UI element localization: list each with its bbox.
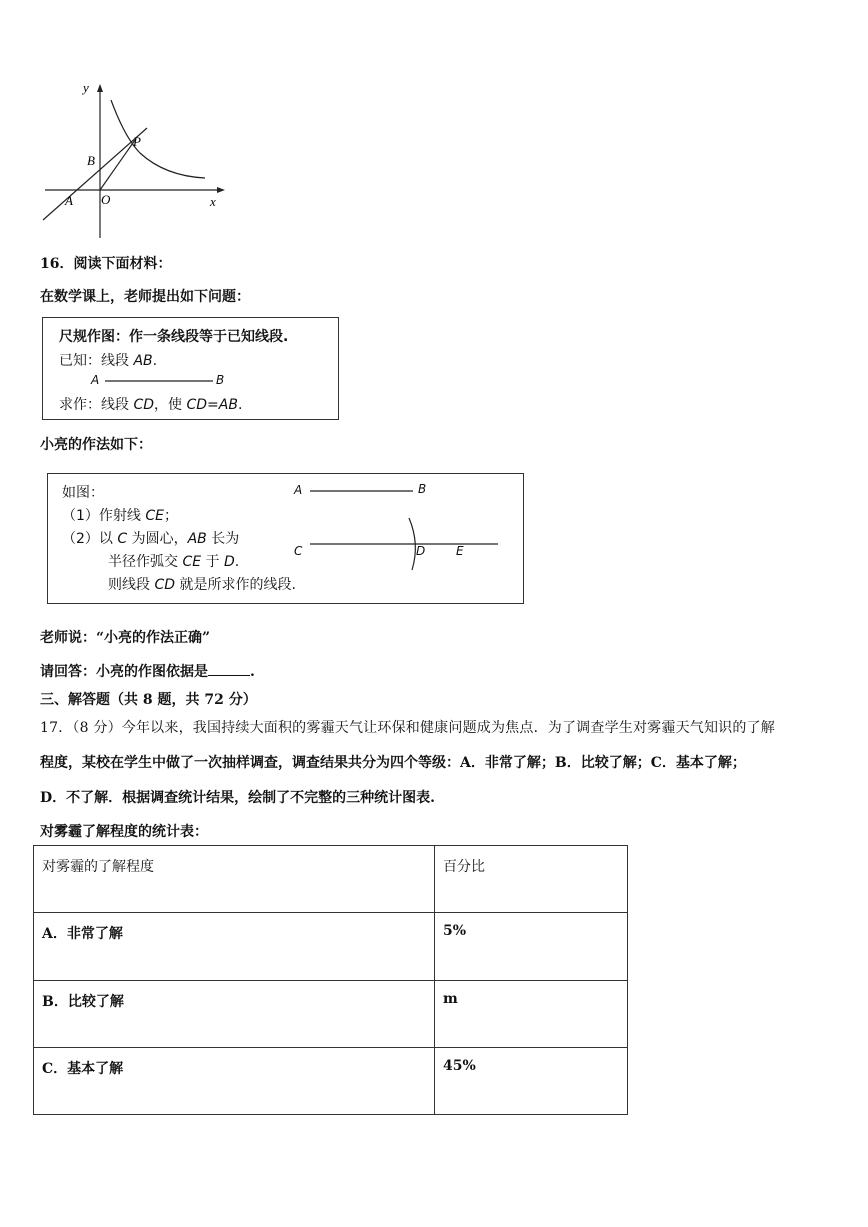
- req-prefix: 求作：线段: [59, 397, 134, 413]
- q17-line3: D．不了解．根据调查统计结果，绘制了不完整的三种统计图表.: [40, 790, 436, 806]
- method-box: [47, 473, 524, 604]
- q17-line2: 程度，某校在学生中做了一次抽样调查，调查结果共分为四个等级：A．非常了解；B．比较了解；C．基本了解；: [40, 755, 746, 771]
- req-mid: ，使: [154, 397, 187, 413]
- y-label: y: [83, 80, 89, 95]
- q17-line1: 17．（8 分）今年以来，我国持续大面积的雾霾天气让环保和健康问题成为焦点．为了调查学生对雾霾天气知识的了解: [40, 720, 775, 736]
- row-b-level: B．比较了解: [34, 980, 435, 1047]
- line5-prefix: 则线段: [108, 577, 155, 593]
- answer-prefix: 请回答：小亮的作图依据是: [40, 664, 208, 680]
- seg-b-label: B: [216, 373, 225, 387]
- answer-line: [40, 661, 255, 681]
- q16-intro: 在数学课上，老师提出如下问题：: [40, 289, 250, 305]
- stat-table: [33, 845, 628, 1115]
- line4-ce: CE: [182, 554, 202, 570]
- construction-figure: [288, 478, 518, 598]
- y-axis-arrow: [97, 84, 103, 92]
- row-a-level: A．非常了解: [34, 913, 435, 980]
- fig-d-label: D: [416, 544, 426, 558]
- line3-c: C: [117, 531, 128, 547]
- line2-ray: CE: [145, 508, 164, 524]
- line5-cd: CD: [154, 577, 176, 593]
- fig-e-label: E: [456, 544, 464, 558]
- method-line2: [62, 505, 178, 525]
- line3-suffix: 长为: [206, 531, 240, 547]
- line2-suffix: ；: [163, 508, 178, 524]
- line3-ab: AB: [187, 531, 207, 547]
- given-suffix: .: [152, 353, 158, 369]
- given-segment: AB: [133, 353, 153, 369]
- point-b-label: B: [87, 153, 95, 168]
- problem-title: 尺规作图：作一条线段等于已知线段.: [59, 329, 289, 345]
- line4-mid: 于: [201, 554, 224, 570]
- problem-box: [42, 317, 339, 420]
- row-c-percent: 45%: [435, 1047, 628, 1114]
- line4-prefix: 半径作弧交: [108, 554, 183, 570]
- line3-prefix: （2）以: [62, 531, 118, 547]
- line4-d: D: [223, 554, 235, 570]
- method-line5: [108, 574, 296, 594]
- answer-blank[interactable]: [208, 661, 250, 676]
- problem-request: [59, 394, 242, 414]
- row-a-percent: 5%: [435, 913, 628, 980]
- method-line3: [62, 528, 239, 548]
- x-label: x: [210, 194, 216, 209]
- line5-suffix: 就是所求作的线段.: [175, 577, 296, 593]
- problem-given: [59, 350, 157, 370]
- line2-prefix: （1）作射线: [62, 508, 146, 524]
- row-c-level: C．基本了解: [34, 1047, 435, 1114]
- seg-a-label: A: [91, 373, 100, 387]
- method-intro: 小亮的作法如下：: [40, 437, 152, 453]
- fig-b-label: B: [418, 482, 427, 496]
- fig-a-label: A: [294, 483, 303, 497]
- req-segment: CD: [133, 397, 155, 413]
- hyperbola-curve: [111, 100, 205, 178]
- method-line4: [108, 551, 239, 571]
- fig-c-label: C: [294, 544, 303, 558]
- teacher-says: 老师说：“小亮的作法正确”: [40, 630, 211, 646]
- segment-ab-figure: [83, 370, 283, 392]
- x-axis-arrow: [217, 187, 225, 193]
- table-row: [34, 1047, 628, 1114]
- table-title: 对雾霾了解程度的统计表：: [40, 824, 208, 840]
- point-p-label: P: [133, 134, 141, 149]
- point-a-label: A: [65, 193, 73, 208]
- row-b-percent: m: [435, 980, 628, 1047]
- line4-suffix: .: [234, 554, 240, 570]
- req-equation: CD=AB: [186, 397, 238, 413]
- line3-mid: 为圆心，: [127, 531, 188, 547]
- table-row: [34, 913, 628, 980]
- req-suffix: .: [237, 397, 243, 413]
- header-percent: 百分比: [435, 846, 628, 913]
- point-o-label: O: [101, 192, 111, 207]
- q16-title: 16．阅读下面材料：: [40, 256, 172, 272]
- header-level: 对雾霾的了解程度: [34, 846, 435, 913]
- coordinate-graph: [35, 78, 235, 248]
- answer-suffix: .: [250, 664, 255, 680]
- method-line1: 如图：: [62, 485, 104, 501]
- given-prefix: 已知：线段: [59, 353, 134, 369]
- table-row: [34, 980, 628, 1047]
- section3-heading: 三、解答题（共 8 题，共 72 分）: [40, 692, 257, 708]
- table-header-row: [34, 846, 628, 913]
